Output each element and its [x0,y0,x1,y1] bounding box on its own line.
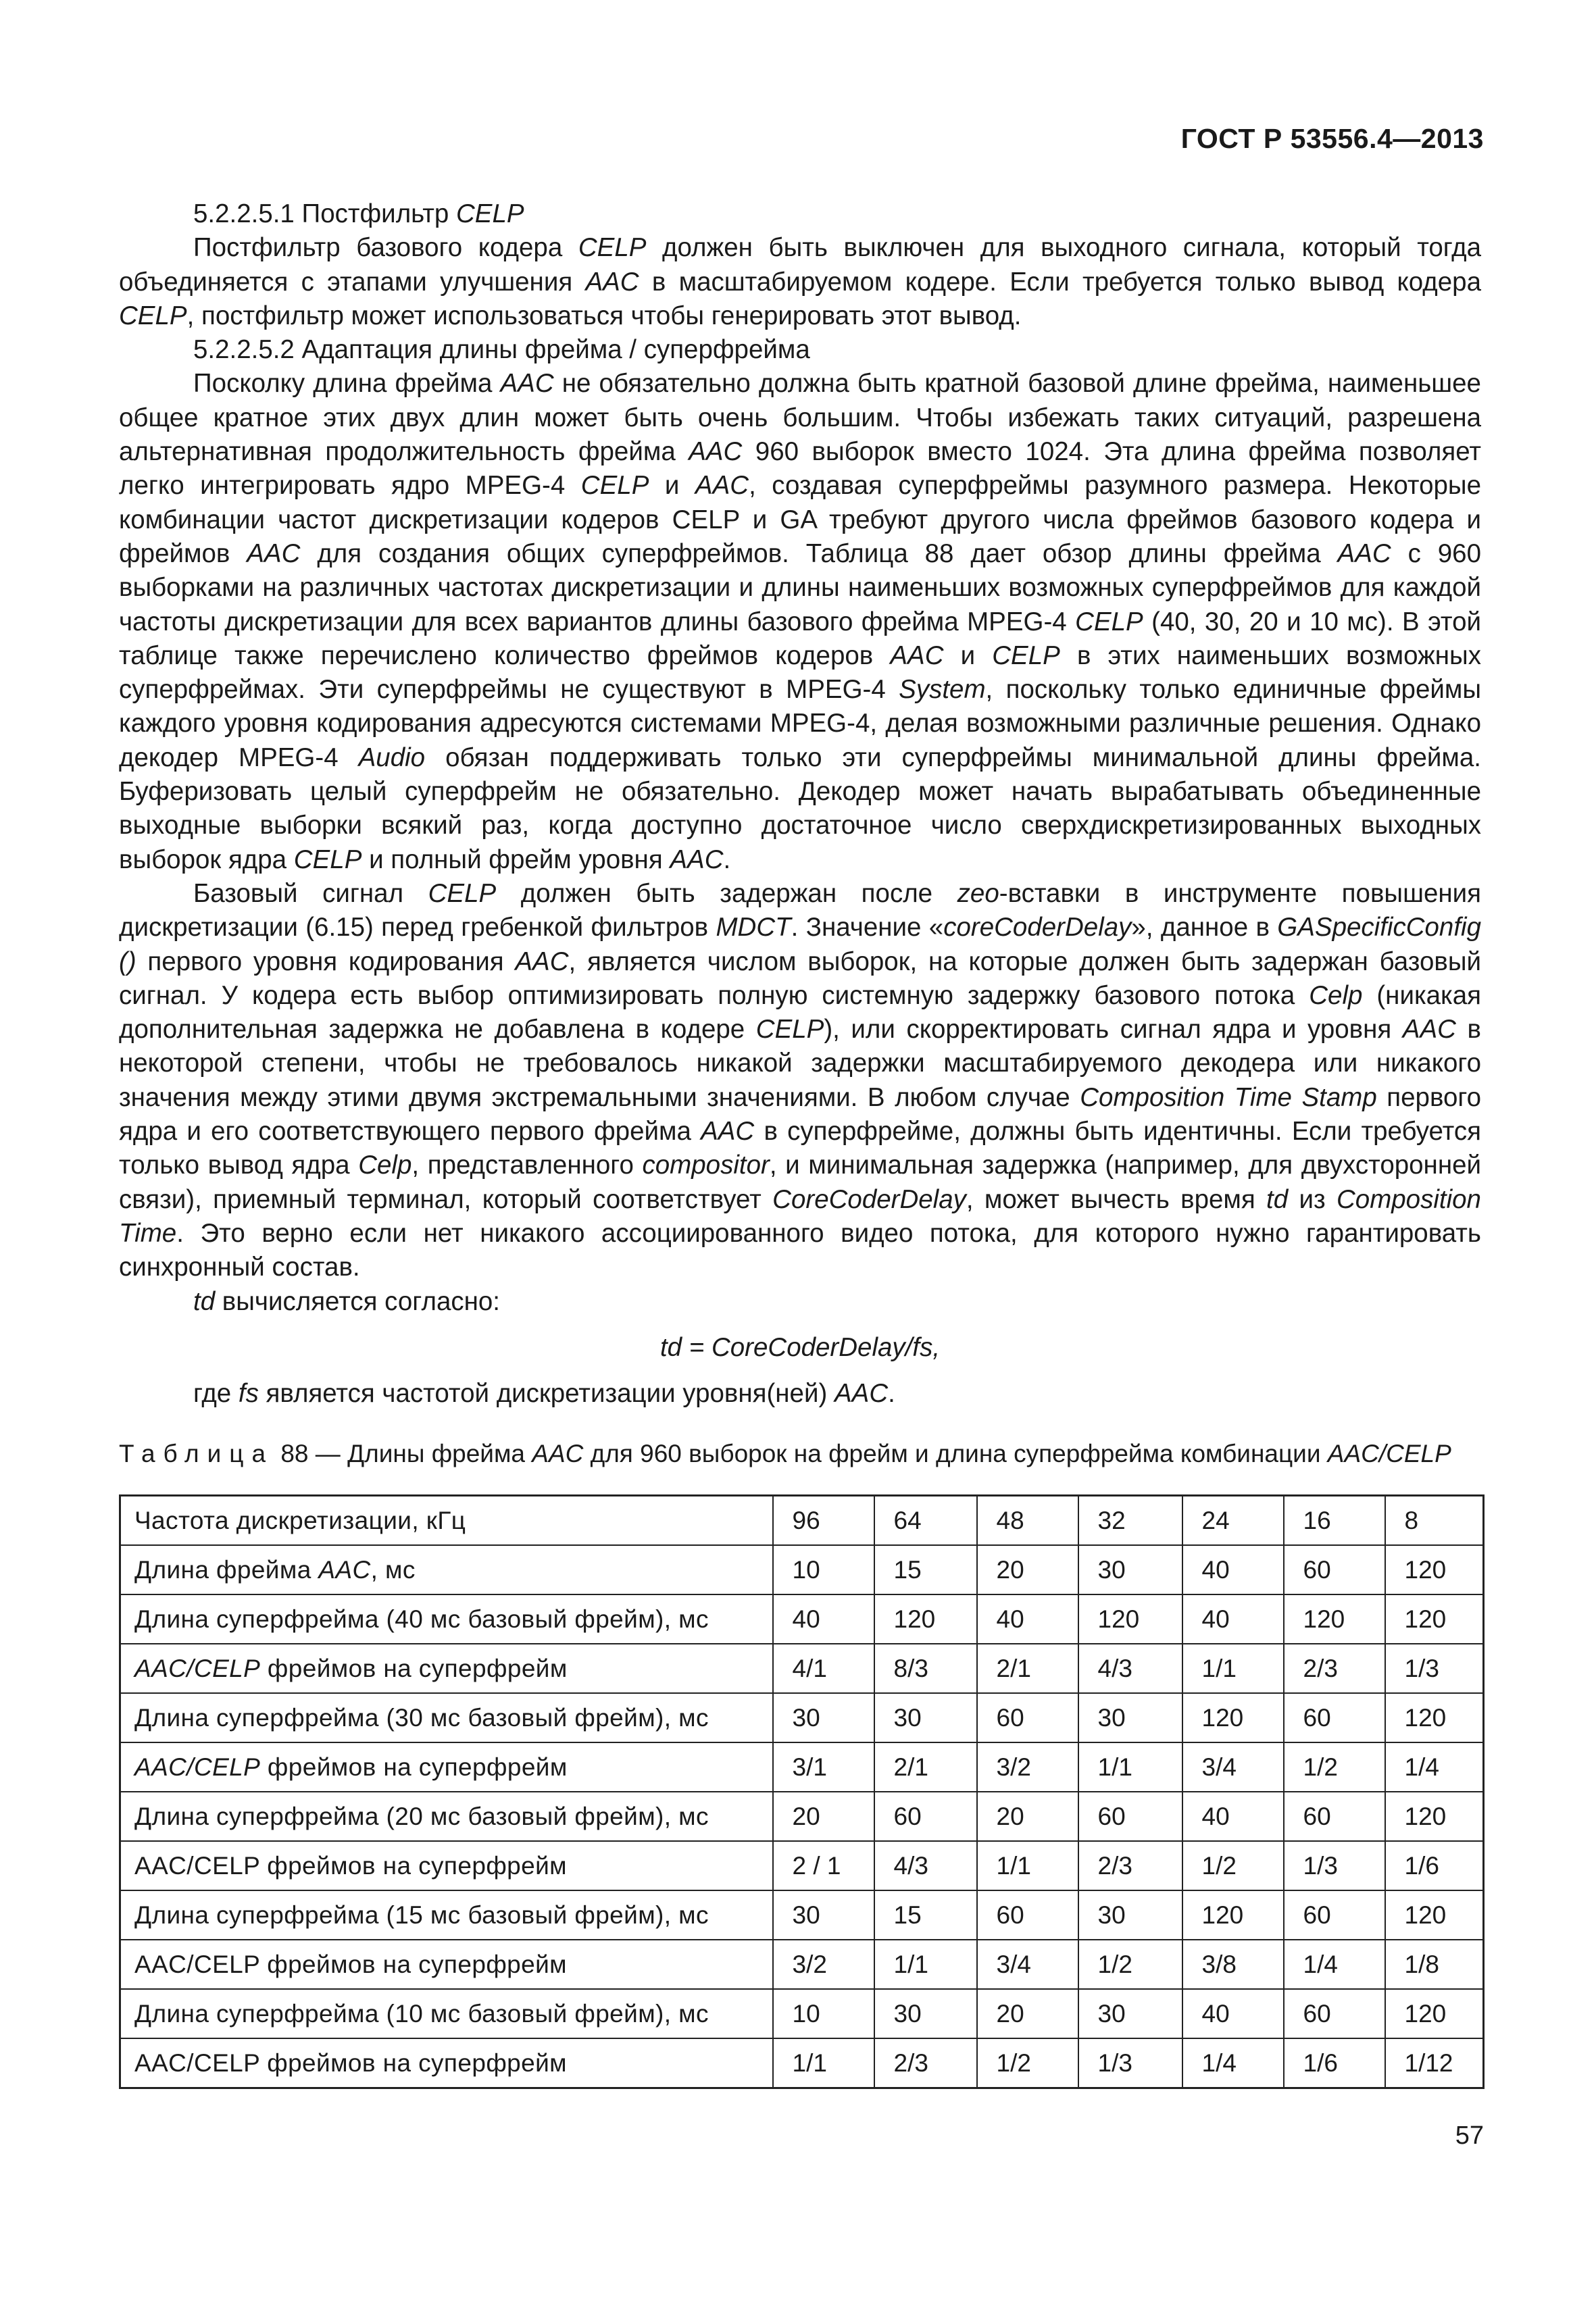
text-run: фреймов на суперфрейм [260,1654,568,1682]
table-cell: 1/8 [1385,1940,1484,1989]
italic-term: zeo [957,878,999,908]
italic-term: CELP [1075,607,1143,636]
table-cell: 1/1 [874,1940,977,1989]
text-run: где [193,1379,239,1409]
table-cell: 1/1 [977,1841,1078,1890]
table-cell: 1/2 [1078,1940,1182,1989]
text-run: . Это верно если нет никакого ассоциированного видео потока, для которого нужно гарантировать синхронный состав. [119,1218,1481,1282]
text-run: , мс [370,1555,416,1584]
table-cell: 24 [1182,1496,1284,1546]
section-title: 5.2.2.5.1 Постфильтр [193,199,449,228]
text-run: , является числом выборок, на которые должен быть задержан базовый сигнал. У кодера есть выбор оптимизировать полную системную задержку базового потока [119,947,1481,1010]
table-caption-label: Таблица [119,1440,274,1467]
table-cell: 2 / 1 [773,1841,874,1890]
text-run: -вставки в инструменте повышения дискретизации (6.15) перед гребенкой фильтров [119,878,1481,942]
italic-term: CELP [578,233,647,263]
table-cell: 1/3 [1284,1841,1385,1890]
table-cell: 60 [1078,1792,1182,1841]
table-cell: 1/2 [1182,1841,1284,1890]
superframe-table [119,1494,1485,2089]
paragraph-td-intro [119,1285,1481,1319]
table-row [120,1496,1484,1546]
table-row [120,1545,1484,1594]
paragraph-frame-adaptation [119,367,1481,876]
table-cell: 30 [874,1989,977,2038]
table-cell: 40 [773,1594,874,1644]
text-run: Длина суперфрейма (20 мс базовый фрейм), мс [134,1802,709,1830]
row-label [120,1940,773,1989]
table-cell: 2/1 [874,1742,977,1792]
table-cell: 120 [1385,1693,1484,1742]
italic-term: Audio [358,743,426,772]
text-run: Длина суперфрейма (15 мс базовый фрейм), мс [134,1901,709,1929]
italic-term: Composition Time [119,1184,1481,1248]
text-run: . Значение « [791,913,944,942]
italic-term: AAC [515,947,569,976]
table-cell: 30 [1078,1989,1182,2038]
table-cell: 1/3 [1385,1644,1484,1693]
table-cell: 60 [1284,1890,1385,1940]
table-row [120,1989,1484,2038]
italic-term: AAC/CELP [134,1654,261,1682]
italic-term: compositor [642,1151,770,1180]
row-label [120,1545,773,1594]
table-cell: 20 [773,1792,874,1841]
table-row [120,1940,1484,1989]
italic-term: AAC/CELP [134,1753,261,1781]
table-row [120,2038,1484,2088]
table-cell: 120 [1284,1594,1385,1644]
text-run: (40, 30, 20 и 10 мс). В этой таблице также перечислено количество фреймов кодеров [119,607,1481,670]
table-cell: 40 [1182,1545,1284,1594]
text-run: Длина суперфрейма (10 мс базовый фрейм), мс [134,1999,709,2028]
table-cell: 8/3 [874,1644,977,1693]
italic-term: AAC [695,471,749,501]
text-run: (никакая дополнительная задержка не добавлена в кодере [119,980,1481,1045]
italic-term: CELP [119,301,187,330]
row-label [120,1496,773,1546]
text-run: не обязательно должна быть кратной базовой длине фрейма, наименьшее общее кратное этих двух длин может быть очень большим. Чтобы избежать таких ситуаций, разрешена альтернативная продолжительность фрейма [119,369,1481,467]
paragraph-where [119,1377,1481,1411]
table-cell: 30 [1078,1693,1182,1742]
page-number: 57 [1455,2121,1484,2150]
table-row [120,1742,1484,1792]
text-run: , представленного [412,1151,643,1180]
italic-term: CELP [428,878,497,908]
section-heading-5-2-2-5-2: 5.2.2.5.2 Адаптация длины фрейма / суперфрейма [193,335,810,365]
table-cell: 3/2 [977,1742,1078,1792]
table-cell: 1/6 [1385,1841,1484,1890]
text-run: , может вычесть время [966,1184,1267,1214]
table-cell: 20 [977,1989,1078,2038]
table-cell: 1/4 [1284,1940,1385,1989]
text-run: с 960 выборками на различных частотах дискретизации и длины наименьших возможных суперфреймов для каждой частоты дискретизации для всех вариантов длины базового фрейма MPEG-4 [119,538,1481,636]
table-cell: 10 [773,1545,874,1594]
italic-term: AAC [532,1440,584,1467]
table-cell: 60 [1284,1693,1385,1742]
table-cell: 15 [874,1545,977,1594]
italic-term: CELP [293,845,362,874]
text-run: Частота дискретизации, кГц [134,1506,466,1534]
table-cell: 1/3 [1078,2038,1182,2088]
text-run: в суперфрейме, должны быть идентичны. Если требуется только вывод ядра [119,1117,1481,1180]
table-cell: 3/2 [773,1940,874,1989]
table-row [120,1693,1484,1742]
italic-term: AAC [890,640,944,670]
table-cell: 1/12 [1385,2038,1484,2088]
table-cell: 4/3 [1078,1644,1182,1693]
standard-header: ГОСТ Р 53556.4—2013 [1180,123,1484,154]
table-cell: 20 [977,1792,1078,1841]
italic-term: coreCoderDelay [943,913,1132,942]
text-run: в масштабируемом кодере. Если требуется только вывод кодера [639,267,1481,297]
text-run: должен быть выключен для выходного сигнала, который тогда объединяется с этапами улучшения [119,233,1481,297]
body-content [119,197,1481,1411]
row-label [120,2038,773,2088]
table-cell: 10 [773,1989,874,2038]
table-cell: 48 [977,1496,1078,1546]
table-cell: 60 [874,1792,977,1841]
text-run: ), или скорректировать сигнал ядра и уровня [824,1015,1403,1045]
italic-term: GASpecificConfig () [119,913,1482,976]
section-title-em: CELP [455,199,524,228]
italic-term: Composition Time Stamp [1080,1082,1377,1112]
italic-term: CELP [580,471,649,501]
italic-term: fs [238,1379,259,1409]
italic-term: CELP [992,640,1060,670]
table-cell: 2/3 [874,2038,977,2088]
italic-term: td [193,1286,216,1316]
table-cell: 60 [1284,1989,1385,2038]
table-cell: 120 [1385,1545,1484,1594]
italic-term: AAC [670,845,724,874]
table-cell: 1/4 [1385,1742,1484,1792]
text-run: для создания общих суперфреймов. Таблица 88 дает обзор длины фрейма [300,538,1338,568]
table-caption [119,1438,1481,1470]
text-run: и [649,471,695,501]
table-cell: 40 [977,1594,1078,1644]
text-run: в некоторой степени, чтобы не требовалось никакой задержки масштабируемого декодера или никакого значения между этими двумя экстремальными значениями. В любом случае [119,1015,1481,1112]
table-cell: 3/4 [977,1940,1078,1989]
text-run: 960 выборок вместо 1024. Эта длина фрейма позволяет легко интегрировать ядро MPEG-4 [119,437,1481,501]
text-run: », данное в [1131,913,1278,942]
table-cell: 96 [773,1496,874,1546]
italic-term: CoreCoderDelay [772,1184,966,1214]
text-run: 88 — Длины фрейма [274,1440,532,1467]
table-cell: 1/6 [1284,2038,1385,2088]
table-cell: 32 [1078,1496,1182,1546]
italic-term: Celp [358,1151,412,1180]
text-run: , постфильтр может использоваться чтобы генерировать этот вывод. [186,301,1022,330]
text-run: AAC/CELP фреймов на суперфрейм [134,1851,568,1880]
table-cell: 30 [773,1890,874,1940]
text-run: и полный фрейм уровня [361,845,670,874]
table-cell: 30 [874,1693,977,1742]
text-run: AAC/CELP фреймов на суперфрейм [134,1950,568,1978]
row-label [120,1594,773,1644]
table-cell: 1/2 [1284,1742,1385,1792]
text-run: . [723,845,731,874]
text-run: в этих наименьших возможных суперфреймах. Эти суперфреймы не существуют в MPEG-4 [119,640,1481,705]
table-cell: 60 [977,1890,1078,1940]
table-cell: 120 [1385,1792,1484,1841]
text-run: Длина суперфрейма (30 мс базовый фрейм), мс [134,1703,709,1732]
text-run: вычисляется согласно: [215,1286,500,1316]
text-run: первого уровня кодирования [136,947,516,976]
table-cell: 15 [874,1890,977,1940]
italic-term: AAC [500,369,554,399]
table-cell: 64 [874,1496,977,1546]
table-cell: 120 [1182,1890,1284,1940]
table-cell: 4/3 [874,1841,977,1890]
table-cell: 1/1 [1078,1742,1182,1792]
paragraph-postfilter [119,231,1481,333]
row-label [120,1792,773,1841]
italic-term: AAC [585,267,639,297]
italic-term: System [899,675,986,705]
table-cell: 120 [1385,1989,1484,2038]
text-run: Длина суперфрейма (40 мс базовый фрейм), мс [134,1605,709,1633]
table-cell: 2/3 [1284,1644,1385,1693]
row-label [120,1644,773,1693]
table-cell: 3/4 [1182,1742,1284,1792]
table-body [120,1496,1484,2088]
text-run: обязан поддерживать только эти суперфреймы минимальной длины фрейма. Буферизовать целый суперфрейм не обязательно. Декодер может начать вырабатывать объединенные выходные выборки всякий раз, когда доступно достаточное число сверхдискретизированных выходных выборок ядра [119,743,1482,874]
table-cell: 120 [1385,1594,1484,1644]
table-cell: 40 [1182,1792,1284,1841]
table-cell: 4/1 [773,1644,874,1693]
text-run: , создавая суперфреймы разумного размера. Некоторые комбинации частот дискретизации кодеров CELP и GA требуют другого числа фреймов базового кодера и фреймов [119,471,1481,568]
text-run: фреймов на суперфрейм [260,1753,568,1781]
text-run: является частотой дискретизации уровня(ней) [258,1379,834,1409]
table-cell: 120 [1385,1890,1484,1940]
italic-term: AAC/CELP [1327,1440,1451,1467]
section-heading-5-2-2-5-1 [119,197,1481,231]
table-cell: 1/4 [1182,2038,1284,2088]
italic-term: AAC [318,1555,371,1584]
row-label [120,1841,773,1890]
text-run: AAC/CELP фреймов на суперфрейм [134,2048,568,2077]
row-label [120,1890,773,1940]
text-run: должен быть задержан после [496,878,957,908]
formula: td = CoreCoderDelay/fs, [659,1332,941,1362]
table-cell: 2/1 [977,1644,1078,1693]
table-cell: 60 [977,1693,1078,1742]
row-label [120,1742,773,1792]
italic-term: MDCT [716,913,791,942]
table-cell: 120 [1078,1594,1182,1644]
table-row [120,1841,1484,1890]
text-run: , и минимальная задержка (например, для двухсторонней связи), приемный терминал, который соответствует [119,1151,1481,1214]
table-cell: 3/8 [1182,1940,1284,1989]
table-cell: 120 [874,1594,977,1644]
table-cell: 16 [1284,1496,1385,1546]
paragraph-core-delay [119,877,1481,1285]
row-label [120,1989,773,2038]
table-row [120,1644,1484,1693]
table-cell: 1/1 [1182,1644,1284,1693]
italic-term: AAC [689,437,743,467]
text-run: первого ядра и его соответствующего первого фрейма [119,1082,1481,1147]
table-cell: 30 [773,1693,874,1742]
text-run: Постфильтр базового кодера [193,233,578,263]
italic-term: AAC [1402,1015,1456,1045]
table-cell: 30 [1078,1890,1182,1940]
table-cell: 1/2 [977,2038,1078,2088]
table-cell: 120 [1182,1693,1284,1742]
italic-term: AAC [834,1379,889,1409]
table-row [120,1890,1484,1940]
text-run: . [888,1379,895,1409]
italic-term: CELP [755,1015,824,1045]
table-cell: 3/1 [773,1742,874,1792]
text-run: , поскольку только единичные фреймы каждого уровня кодирования адресуются системами MPEG-4, делая возможными различные решения. Однако декодер MPEG-4 [119,675,1481,772]
text-run: и [943,640,993,670]
table-cell: 1/1 [773,2038,874,2088]
table-cell: 40 [1182,1989,1284,2038]
italic-term: AAC [701,1117,755,1147]
text-run: из [1288,1184,1337,1214]
text-run: для 960 выборок на фрейм и длина суперфрейма комбинации [583,1440,1328,1467]
italic-term: td [1266,1184,1289,1214]
table-cell: 8 [1385,1496,1484,1546]
row-label [120,1693,773,1742]
italic-term: AAC [1337,538,1391,568]
table-row [120,1594,1484,1644]
table-cell: 40 [1182,1594,1284,1644]
table-cell: 30 [1078,1545,1182,1594]
table-cell: 20 [977,1545,1078,1594]
table-cell: 2/3 [1078,1841,1182,1890]
table-caption-text [274,1440,1451,1467]
table-cell: 60 [1284,1792,1385,1841]
table-cell: 60 [1284,1545,1385,1594]
italic-term: Celp [1309,980,1363,1010]
text-run: Базовый сигнал [193,878,428,908]
text-run: Посколку длина фрейма [193,369,501,399]
text-run: Длина фрейма [134,1555,319,1584]
table-row [120,1792,1484,1841]
italic-term: AAC [247,538,301,568]
